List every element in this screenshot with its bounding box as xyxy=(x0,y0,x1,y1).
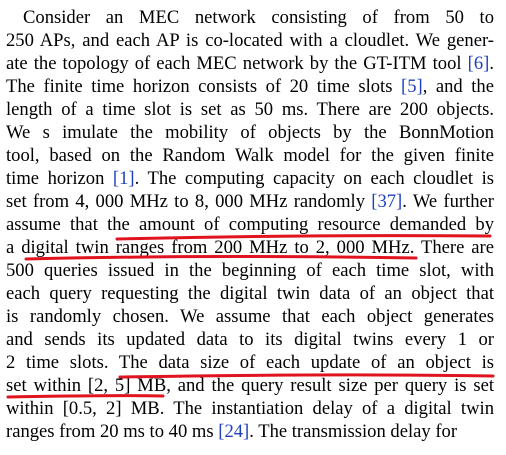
text-segment: within [0.5, 2] MB. The instantiation delay of a digital twin xyxy=(6,398,494,419)
text-line xyxy=(6,236,494,259)
text-line xyxy=(6,29,494,52)
text-segment: tool, based on the Random Walk model for the given finite xyxy=(6,145,494,166)
text-segment: . xyxy=(489,53,494,74)
text-segment: set within [2, 5] MB, and the query result size per query is set xyxy=(6,375,494,396)
text-segment: time horizon xyxy=(6,168,113,189)
text-segment: Consider an MEC network consisting of from 50 to xyxy=(23,7,494,28)
text-segment: 500 queries issued in the beginning of each time slot, with xyxy=(6,260,494,281)
citation-link[interactable]: [37] xyxy=(371,191,403,212)
text-line xyxy=(6,374,494,397)
text-segment: assume that the amount of computing resource demanded by xyxy=(6,214,494,235)
text-segment: a digital twin ranges from 200 MHz to 2, 000 MHz. There are xyxy=(6,237,494,258)
text-line xyxy=(6,420,494,443)
text-line xyxy=(6,75,494,98)
text-line xyxy=(6,397,494,420)
citation-link[interactable]: [6] xyxy=(467,53,490,74)
text-segment: and sends its updated data to its digital twins every 1 or xyxy=(6,329,494,350)
text-line xyxy=(6,282,494,305)
text-segment: , and the xyxy=(422,76,494,97)
citation-link[interactable]: [1] xyxy=(112,168,135,189)
text-line xyxy=(6,98,494,121)
text-segment: ate the topology of each MEC network by the GT-ITM tool xyxy=(6,53,468,74)
text-segment: each query requesting the digital twin data of an object that xyxy=(6,283,494,304)
text-segment: . The transmission delay for xyxy=(249,421,458,442)
text-line xyxy=(6,167,494,190)
text-segment: length of a time slot is set as 50 ms. There are 200 objects. xyxy=(6,99,494,120)
text-segment: ranges from 20 ms to 40 ms xyxy=(6,421,219,442)
text-line xyxy=(6,213,494,236)
text-segment: We s imulate the mobility of objects by the BonnMotion xyxy=(6,122,494,143)
citation-link[interactable]: [5] xyxy=(401,76,423,97)
text-line xyxy=(6,144,494,167)
text-line xyxy=(6,351,494,374)
text-segment: The finite time horizon consists of 20 time slots xyxy=(6,76,401,97)
text-segment: . We further xyxy=(402,191,494,212)
text-line xyxy=(6,121,494,144)
text-line xyxy=(6,305,494,328)
text-segment: set from 4, 000 MHz to 8, 000 MHz randomly xyxy=(6,191,372,212)
citation-link[interactable]: [24] xyxy=(218,421,250,442)
text-segment: is randomly chosen. We assume that each object generates xyxy=(6,306,494,327)
text-segment: 2 time slots. The data size of each update of an object is xyxy=(6,352,494,373)
text-segment: 250 APs, and each AP is co-located with a cloudlet. We gener- xyxy=(6,30,494,51)
text-line xyxy=(6,52,494,75)
text-segment: . The computing capacity on each cloudlet is xyxy=(134,168,494,189)
text-line xyxy=(23,6,494,29)
text-line xyxy=(6,328,494,351)
text-line xyxy=(6,259,494,282)
text-line xyxy=(6,190,494,213)
